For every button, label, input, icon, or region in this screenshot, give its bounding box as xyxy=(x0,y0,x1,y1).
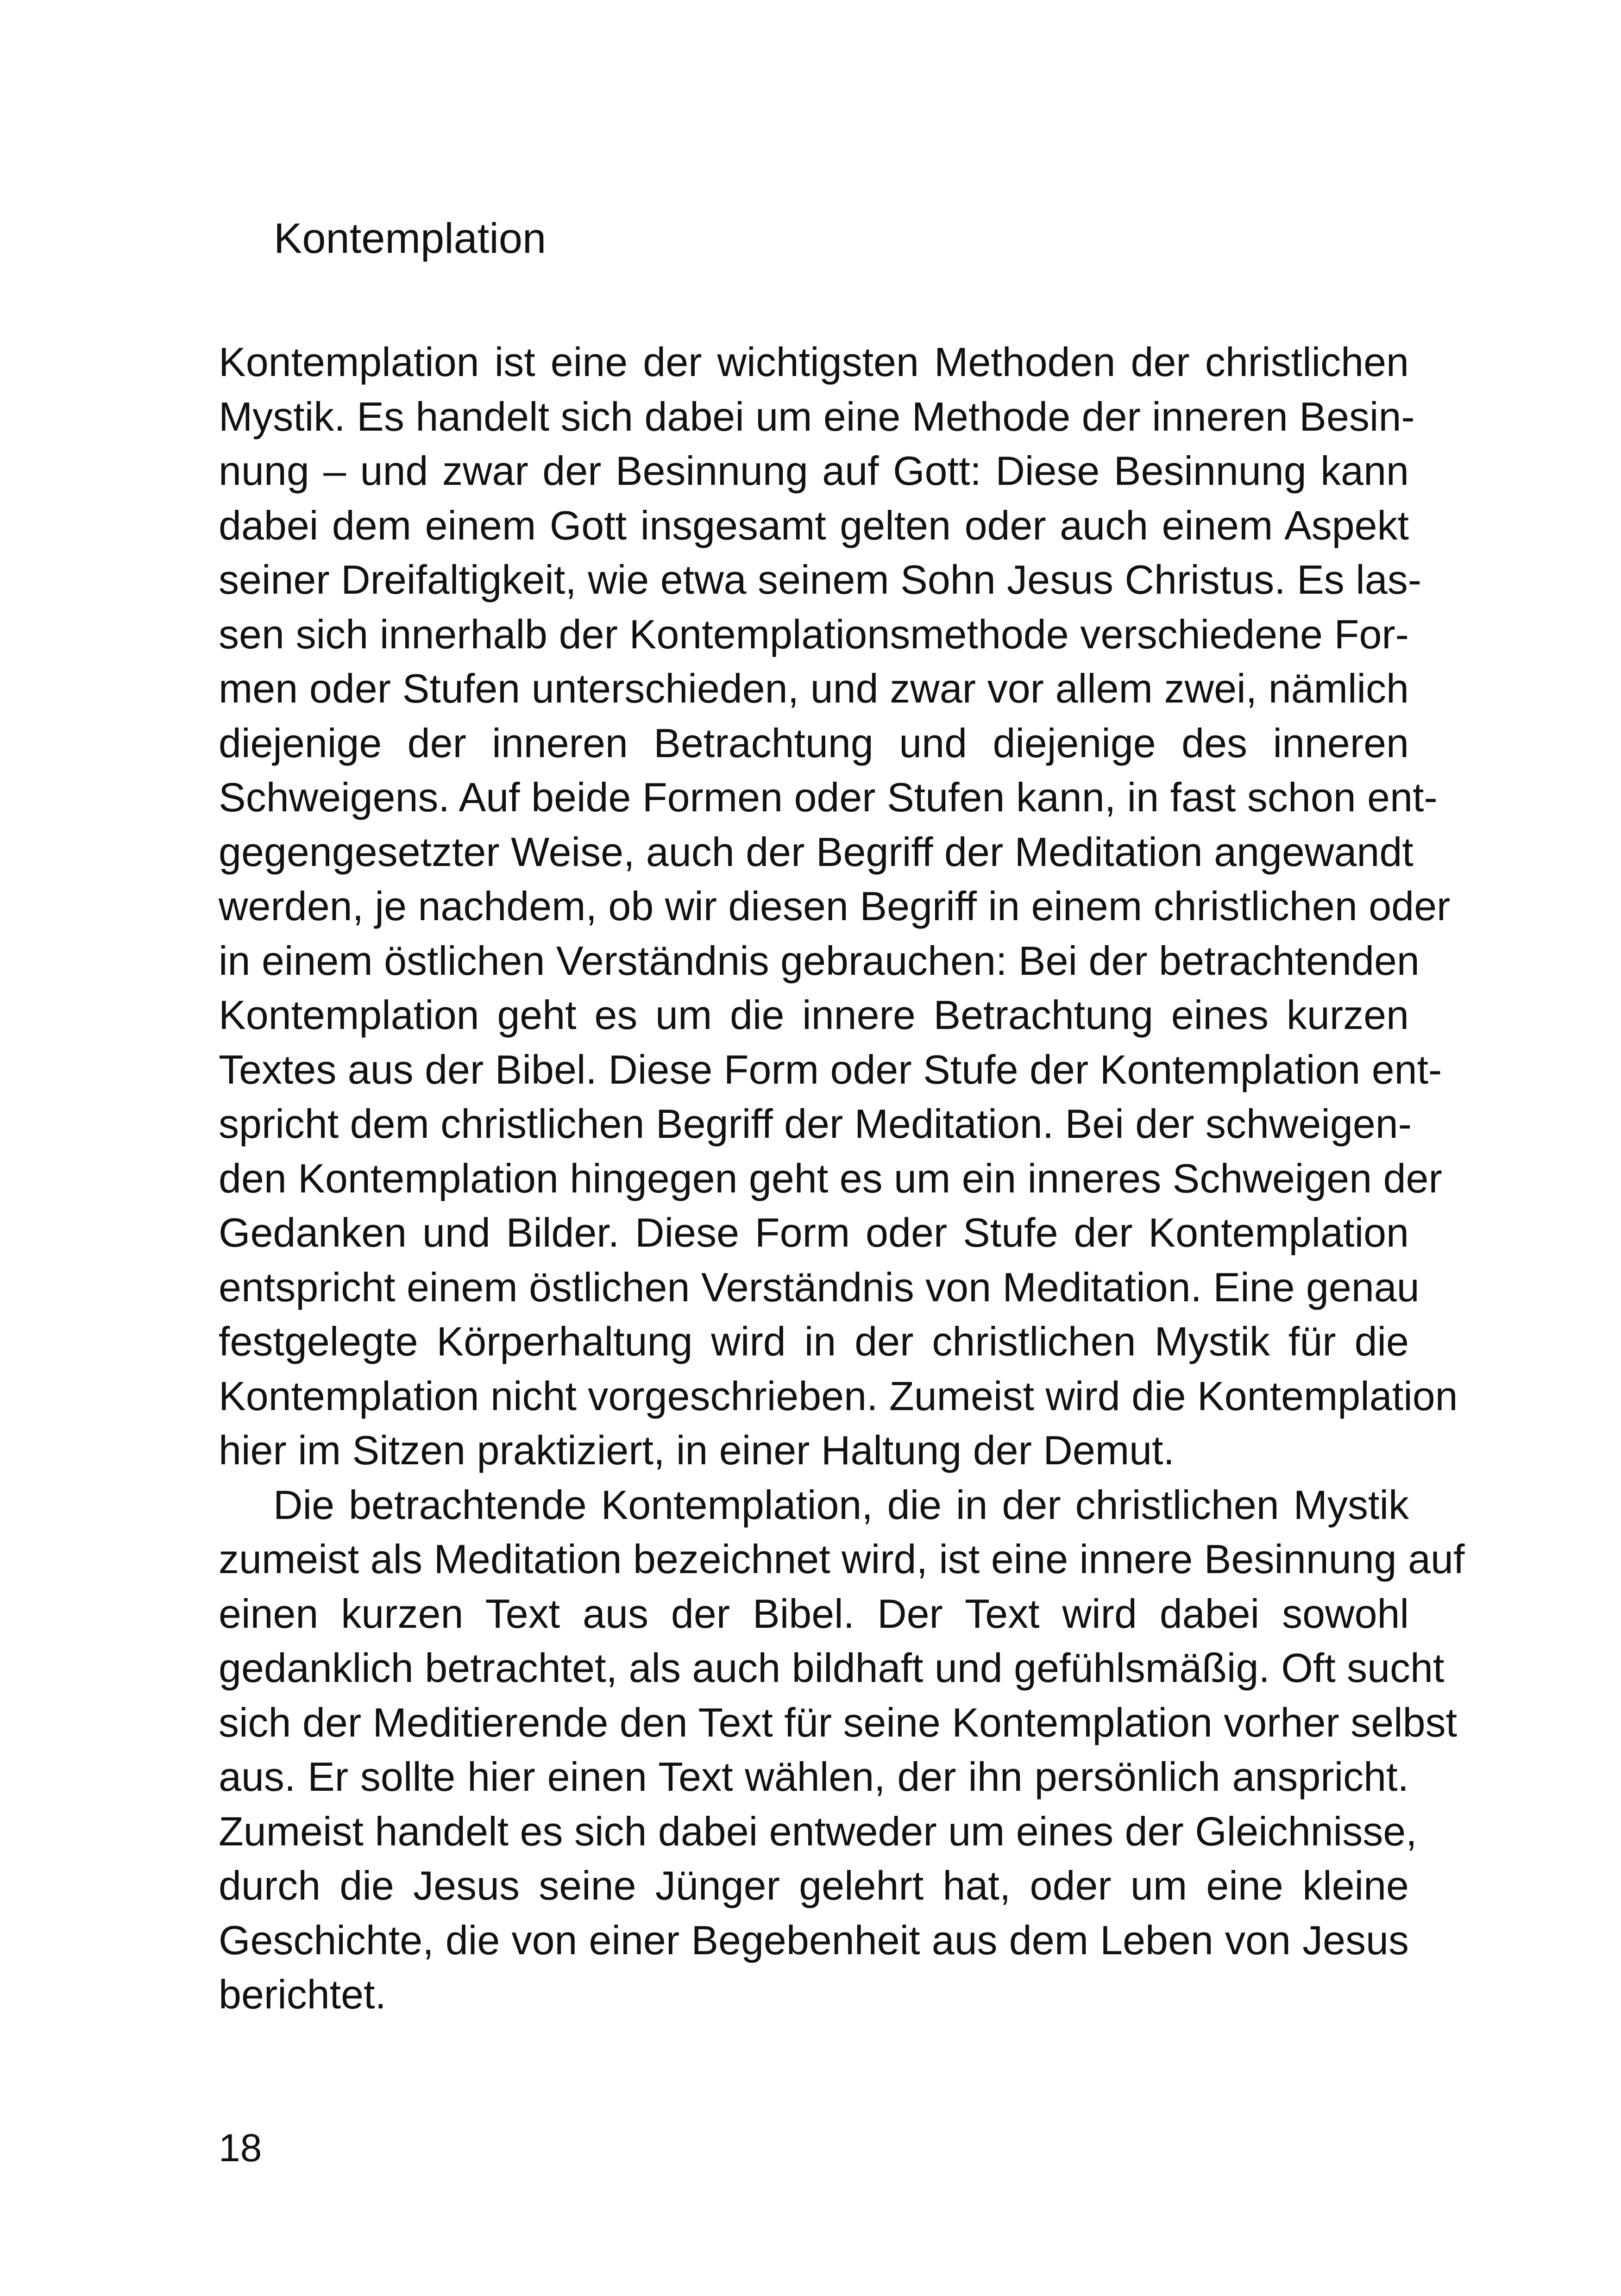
text-line: hier im Sitzen praktiziert, in einer Haltung der Demut. xyxy=(219,1427,1175,1473)
text-line: men oder Stufen unterschieden, und zwar vor allem zwei, nämlich xyxy=(219,665,1409,711)
text-line: einen kurzen Text aus der Bibel. Der Text wird dabei sowohl xyxy=(219,1590,1409,1637)
text-line: berichtet. xyxy=(219,1971,386,2017)
text-line: entspricht einem östlichen Verständnis von Meditation. Eine genau xyxy=(219,1264,1420,1310)
text-line: werden, je nachdem, ob wir diesen Begriff in einem christlichen oder xyxy=(219,883,1451,929)
text-line: festgelegte Körperhaltung wird in der christlichen Mystik für die xyxy=(219,1318,1409,1364)
paragraph-1 xyxy=(219,335,1458,1478)
text-line: den Kontemplation hingegen geht es um ein inneres Schweigen der xyxy=(219,1155,1442,1201)
text-line: Mystik. Es handelt sich dabei um eine Methode der inneren Besin- xyxy=(219,393,1415,439)
text-line: Die betrachtende Kontemplation, die in der christlichen Mystik xyxy=(273,1481,1409,1528)
text-line: gegengesetzter Weise, auch der Begriff der Meditation angewandt xyxy=(219,828,1414,875)
text-line: durch die Jesus seine Jünger gelehrt hat, oder um eine kleine xyxy=(219,1863,1409,1908)
page-number: 18 xyxy=(219,2126,262,2170)
text-line: gedanklich betrachtet, als auch bildhaft und gefühlsmäßig. Oft sucht xyxy=(219,1645,1445,1691)
text-line: sen sich innerhalb der Kontemplationsmethode verschiedene For- xyxy=(219,611,1409,657)
text-line: spricht dem christlichen Begriff der Meditation. Bei der schweigen- xyxy=(219,1101,1412,1147)
text-line: Geschichte, die von einer Begebenheit aus dem Leben von Jesus xyxy=(219,1917,1409,1963)
paragraph-2 xyxy=(219,1478,1465,2022)
text-line: Textes aus der Bibel. Diese Form oder Stufe der Kontemplation ent- xyxy=(219,1046,1442,1092)
text-line: Schweigens. Auf beide Formen oder Stufen kann, in fast schon ent- xyxy=(219,774,1438,820)
text-line: sich der Meditierende den Text für seine Kontemplation vorher selbst xyxy=(219,1699,1458,1745)
text-line: dabei dem einem Gott insgesamt gelten oder auch einem Aspekt xyxy=(219,502,1409,548)
text-line: Kontemplation geht es um die innere Betrachtung eines kurzen xyxy=(219,992,1409,1038)
text-line: aus. Er sollte hier einen Text wählen, der ihn persönlich anspricht. xyxy=(219,1754,1409,1800)
text-line: Zumeist handelt es sich dabei entweder um eines der Gleichnisse, xyxy=(219,1808,1417,1854)
text-line: seiner Dreifaltigkeit, wie etwa seinem Sohn Jesus Christus. Es las- xyxy=(219,557,1422,602)
chapter-title: Kontemplation xyxy=(274,215,547,262)
text-line: Kontemplation ist eine der wichtigsten Methoden der christlichen xyxy=(219,339,1409,385)
text-line: Kontemplation nicht vorgeschrieben. Zumeist wird die Kontemplation xyxy=(219,1373,1458,1419)
body-text xyxy=(219,335,1465,2022)
text-line: diejenige der inneren Betrachtung und diejenige des inneren xyxy=(219,720,1409,766)
text-line: zumeist als Meditation bezeichnet wird, ist eine innere Besinnung auf xyxy=(219,1536,1465,1582)
text-line: in einem östlichen Verständnis gebrauchen: Bei der betrachtenden xyxy=(219,937,1420,984)
text-line: nung – und zwar der Besinnung auf Gott: Diese Besinnung kann xyxy=(219,448,1409,494)
text-line: Gedanken und Bilder. Diese Form oder Stufe der Kontemplation xyxy=(219,1210,1409,1255)
